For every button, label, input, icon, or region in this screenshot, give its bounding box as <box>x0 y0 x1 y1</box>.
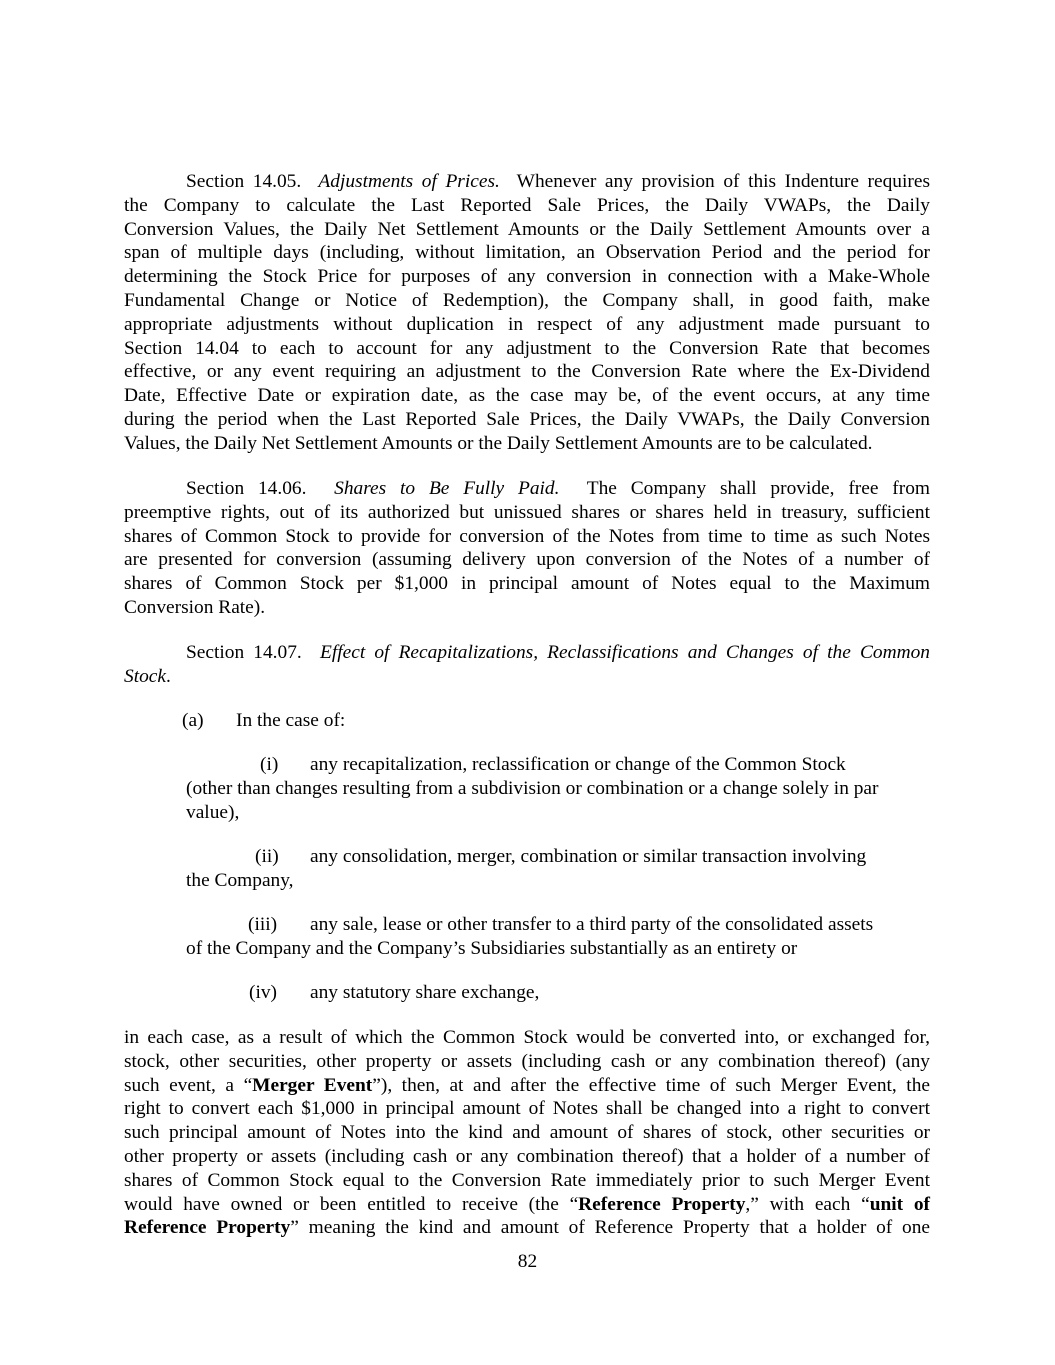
paragraph-line: during the period when the Last Reported Sale Prices, the Daily VWAPs, the Daily Conversion <box>124 408 930 430</box>
paragraph-line: such principal amount of Notes into the kind and amount of shares of stock, other securities or <box>124 1122 930 1144</box>
clause-text: In the case of: <box>236 710 346 731</box>
defined-term: Reference Property <box>124 1217 291 1239</box>
paragraph-line: span of multiple days (including, without limitation, an Observation Period and the period for <box>124 242 930 264</box>
paragraph-line: Section 14.04 to each to account for any adjustment to the Conversion Rate that becomes <box>124 337 930 359</box>
paragraph-line: Conversion Rate). <box>124 596 266 618</box>
list-item: (iii) any sale, lease or other transfer to a third party of the consolidated assets of the Company and the Company’s Subsidiaries substantially as an entirety or <box>186 914 874 959</box>
section-14-06 <box>124 477 930 620</box>
paragraph-line: determining the Stock Price for purposes of any conversion in connection with a Make-Whole <box>124 266 930 288</box>
paragraph-line: shares of Common Stock equal to the Conversion Rate immediately prior to such Merger Event <box>124 1169 930 1191</box>
clause-label: (a) <box>182 710 204 731</box>
item-label: (i) <box>260 754 279 775</box>
paragraph-line: effective, or any event requiring an adjustment to the Conversion Rate where the Ex-Dividend <box>124 361 930 383</box>
list-item: (ii) any consolidation, merger, combination or similar transaction involving the Company, <box>186 846 867 891</box>
paragraph-line: Section 14.05. Adjustments of Prices. Whenever any provision of this Indenture requires <box>186 171 930 192</box>
closing-paragraph <box>124 1026 930 1240</box>
paragraph-line: would have owned or been entitled to receive (the “Reference Property,” with each “unit of <box>124 1193 930 1215</box>
list-item: (iv) any statutory share exchange, <box>249 982 540 1003</box>
item-label: (iii) <box>248 914 278 935</box>
paragraph-line: stock, other securities, other property or assets (including cash or any combination thereof) (any <box>124 1050 930 1072</box>
section-heading-line: Section 14.07. Effect of Recapitalizations, Reclassifications and Changes of the Common <box>186 642 930 663</box>
defined-term: unit of <box>869 1193 930 1215</box>
paragraph-line: Fundamental Change or Notice of Redemption), the Company shall, in good faith, make <box>124 289 930 311</box>
paragraph-line: Values, the Daily Net Settlement Amounts or the Daily Settlement Amounts are to be calculated. <box>124 432 873 454</box>
section-title: Effect of Recapitalizations, Reclassifications and Changes of the Common <box>320 642 930 663</box>
paragraph-line: Section 14.06. Shares to Be Fully Paid. The Company shall provide, free from <box>186 478 930 499</box>
paragraph-line: other property or assets (including cash or any combination thereof) that a holder of a number of <box>124 1145 930 1167</box>
list-item: (i) any recapitalization, reclassification or change of the Common Stock (other than changes resulting from a subdivision or combination or a change solely in par value), <box>186 754 879 823</box>
paragraph-line: shares of Common Stock per $1,000 in principal amount of Notes equal to the Maximum <box>124 573 930 595</box>
section-14-07 <box>124 641 930 689</box>
item-label: (iv) <box>249 982 277 1003</box>
paragraph-line: appropriate adjustments without duplication in respect of any adjustment made pursuant to <box>124 313 930 335</box>
paragraph-line: Reference Property” meaning the kind and amount of Reference Property that a holder of one <box>124 1217 931 1239</box>
page-number: 82 <box>517 1251 538 1272</box>
paragraph-line: right to convert each $1,000 in principal amount of Notes shall be changed into a right to convert <box>124 1098 930 1120</box>
section-title: Shares to Be Fully Paid. <box>334 478 560 499</box>
paragraph-line: such event, a “Merger Event”), then, at and after the effective time of such Merger Event, the <box>124 1074 930 1096</box>
paragraph-line: are presented for conversion (assuming delivery upon conversion of the Notes of a number of <box>124 549 930 571</box>
item-label: (ii) <box>255 846 279 867</box>
section-heading-line: Stock. <box>124 665 171 687</box>
defined-term: Reference Property <box>578 1193 746 1215</box>
paragraph-line: in each case, as a result of which the Common Stock would be converted into, or exchanged for, <box>124 1027 930 1048</box>
paragraph-line: preemptive rights, out of its authorized but unissued shares or shares held in treasury, sufficient <box>124 501 930 523</box>
clause-a <box>182 709 882 733</box>
paragraph-line: Conversion Values, the Daily Net Settlement Amounts or the Daily Settlement Amounts over a <box>124 218 930 240</box>
section-14-05 <box>124 170 930 456</box>
defined-term: Merger Event <box>252 1074 373 1096</box>
paragraph-line: Date, Effective Date or expiration date, as the case may be, of the event occurs, at any time <box>124 385 930 407</box>
section-title: Adjustments of Prices. <box>318 171 500 192</box>
paragraph-line: the Company to calculate the Last Reported Sale Prices, the Daily VWAPs, the Daily <box>124 194 930 216</box>
paragraph-line: shares of Common Stock to provide for conversion of the Notes from time to time as such Notes <box>124 525 930 547</box>
